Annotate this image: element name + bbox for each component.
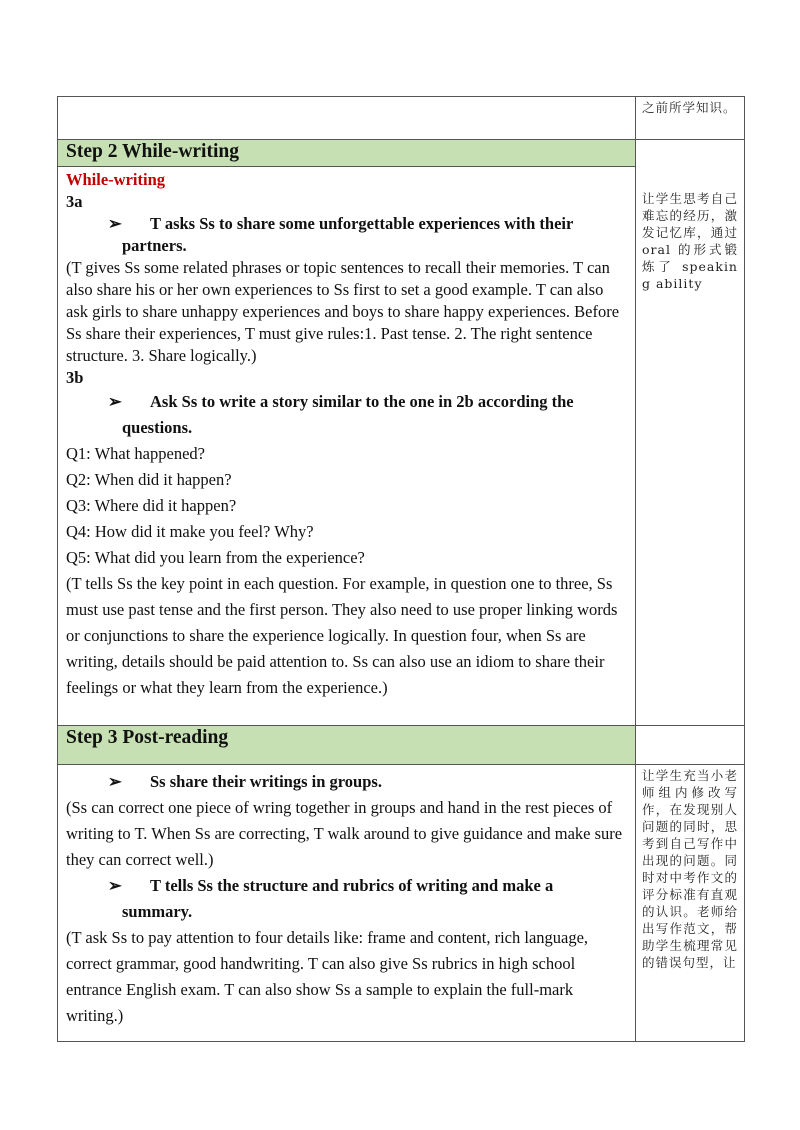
table-row [58,97,745,140]
bullet-3a [94,213,627,257]
while-writing-subtitle: While-writing [66,170,165,189]
question-item: Q4: How did it make you feel? Why? [66,522,314,541]
arrow-bullet-icon: ➢ [108,876,122,895]
label-3a: 3a [66,192,83,211]
empty-side-cell [636,726,745,765]
bullet-rubrics [94,873,627,925]
table-row [58,765,745,1042]
bullet-rubrics-text: T tells Ss the structure and rubrics of writing and make a summary. [122,876,554,921]
arrow-bullet-icon: ➢ [108,392,122,411]
note-3b: (T tells Ss the key point in each question. For example, in question one to three, Ss must use past tense and the first person. They also need to use proper linking words or conjunctions to share the experience logically. In question four, when Ss are writing, details should be paid attention to. Ss can also use an idiom to share their feelings or what they learn from the experience.) [66,574,618,697]
bullet-share-text: Ss share their writings in groups. [150,772,382,791]
empty-main-cell [58,97,636,140]
table-row [58,726,745,765]
question-item: Q5: What did you learn from the experience? [66,548,365,567]
step2-heading: Step 2 While-writing [58,140,636,167]
label-3b: 3b [66,368,84,387]
note-share: (Ss can correct one piece of wring together in groups and hand in the rest pieces of writing to T. When Ss are correcting, T walk around to give guidance and make sure they can correct well.) [66,798,623,869]
step3-heading: Step 3 Post-reading [58,726,636,765]
bullet-share [94,769,627,795]
question-item: Q2: When did it happen? [66,470,232,489]
step3-side-note: 让学生充当小老师组内修改写作，在发现别人问题的同时，思考到自己写作中出现的问题。同时对中考作文的评分标准有直观的认识。老师给出写作范文，帮助学生梳理常见的错误句型，让 [636,765,745,1042]
question-item: Q1: What happened? [66,444,205,463]
bullet-3a-text: T asks Ss to share some unforgettable experiences with their partners. [122,214,574,255]
side-note-top: 之前所学知识。 [636,97,745,140]
step2-content [58,167,636,726]
arrow-bullet-icon: ➢ [108,772,122,791]
bullet-3b-text: Ask Ss to write a story similar to the one in 2b according the questions. [122,392,574,437]
note-3a: (T gives Ss some related phrases or topic sentences to recall their memories. T can also share his or her own experiences to Ss first to set a good example. T can also ask girls to share unhappy experiences and boys to share happy experiences. Before Ss share their experiences, T must give rules:1. Past tense. 2. The right sentence structure. 3. Share logically.) [66,258,620,365]
note-rubrics: (T ask Ss to pay attention to four details like: frame and content, rich language, correct grammar, good handwriting. T can also give Ss rubrics in high school entrance English exam. T can also show Ss a sample to explain the full-mark writing.) [66,928,589,1025]
table-row [58,140,745,167]
lesson-plan-table [57,96,745,1042]
step2-side-note: 让学生思考自己难忘的经历，激发记忆库，通过 oral 的形式锻炼了 speaking ability [636,140,745,726]
question-item: Q3: Where did it happen? [66,496,237,515]
bullet-3b [94,389,627,441]
arrow-bullet-icon: ➢ [108,214,122,233]
step3-content [58,765,636,1042]
